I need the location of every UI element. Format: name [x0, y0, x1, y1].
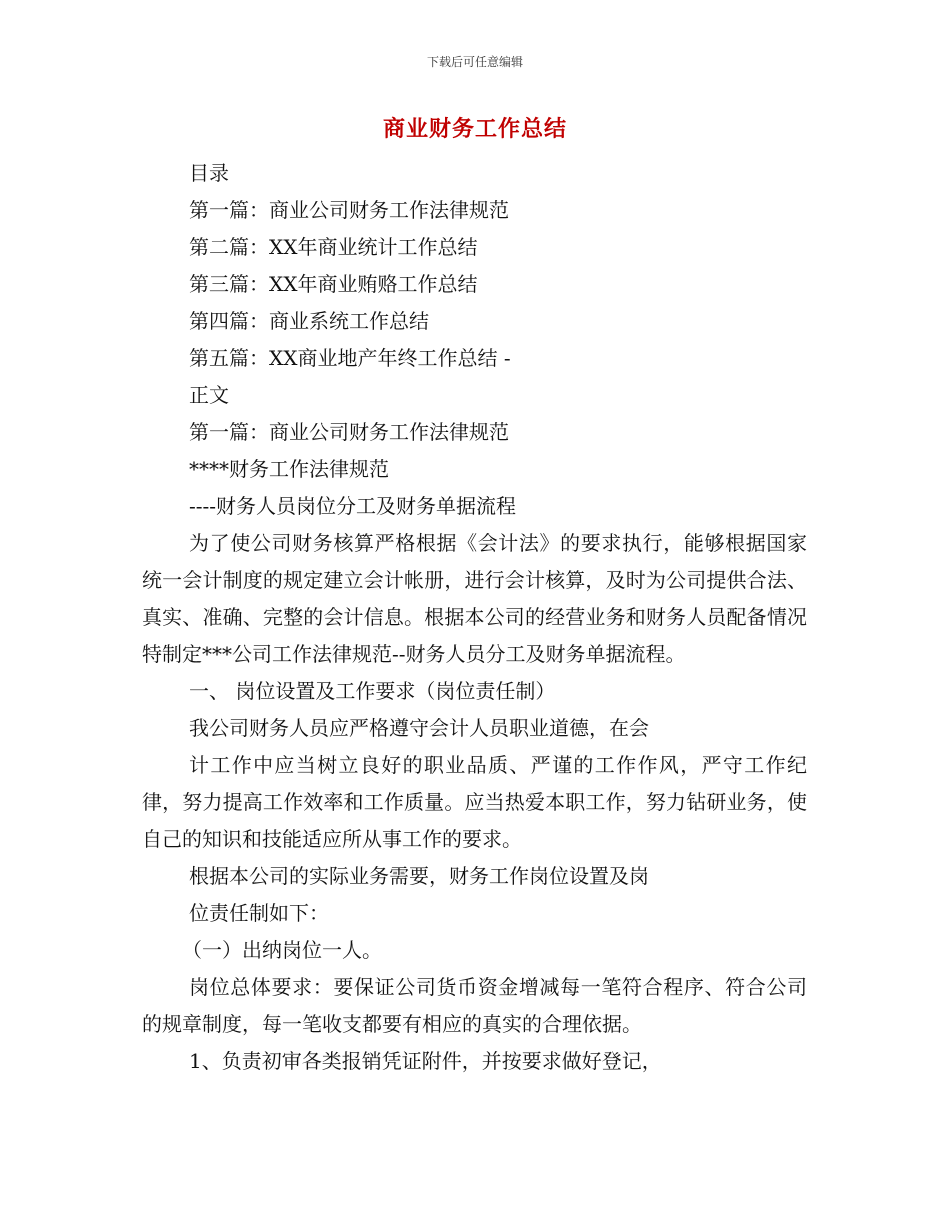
header-note: 下载后可任意编辑	[426, 55, 523, 69]
toc-item-2: 第二篇：XX年商业统计工作总结	[189, 235, 478, 259]
part-heading: 第一篇：商业公司财务工作法律规范	[189, 420, 509, 444]
toc-item-4: 第四篇：商业系统工作总结	[189, 309, 429, 333]
main-heading: 正文	[189, 383, 229, 407]
paragraph-intro: 为了使公司财务核算严格根据《会计法》的要求执行，能够根据国家统一会计制度的规定建立会计帐册，进行会计核算，及时为公司提供合法、真实、准确、完整的会计信息。根据本公司的经营业务和财务人员配备情况特制定***公司工作法律规范--财务人员分工及财务单据流程。	[142, 531, 807, 666]
document-body	[142, 155, 807, 1080]
toc-heading: 目录	[189, 161, 229, 185]
paragraph-positions-line1: 根据本公司的实际业务需要，财务工作岗位设置及岗	[189, 864, 649, 888]
item-cashier: （一）出纳岗位一人。	[182, 938, 382, 962]
paragraph-requirements: 岗位总体要求：要保证公司货币资金增减每一笔符合程序、符合公司的规章制度，每一笔收支都要有相应的真实的合理依据。	[142, 975, 807, 1036]
section-heading-1: 一、 岗位设置及工作要求（岗位责任制）	[189, 679, 556, 703]
subtitle-regulation: ****财务工作法律规范	[189, 457, 389, 481]
document-title: 商业财务工作总结	[382, 116, 567, 142]
paragraph-ethics-rest: 计工作中应当树立良好的职业品质、严谨的工作作风，严守工作纪律，努力提高工作效率和工作质量。应当热爱本职工作，努力钻研业务，使自己的知识和技能适应所从事工作的要求。	[142, 753, 807, 851]
toc-item-3: 第三篇：XX年商业贿赂工作总结	[189, 272, 478, 296]
paragraph-ethics-line1: 我公司财务人员应严格遵守会计人员职业道德，在会	[189, 716, 649, 740]
subtitle-flow: ----财务人员岗位分工及财务单据流程	[189, 494, 517, 518]
paragraph-positions-line2: 位责任制如下：	[189, 901, 329, 925]
toc-item-1: 第一篇：商业公司财务工作法律规范	[189, 198, 509, 222]
point-1: 1、负责初审各类报销凭证附件，并按要求做好登记，	[189, 1049, 662, 1073]
toc-item-5: 第五篇：XX商业地产年终工作总结 -	[189, 346, 511, 370]
